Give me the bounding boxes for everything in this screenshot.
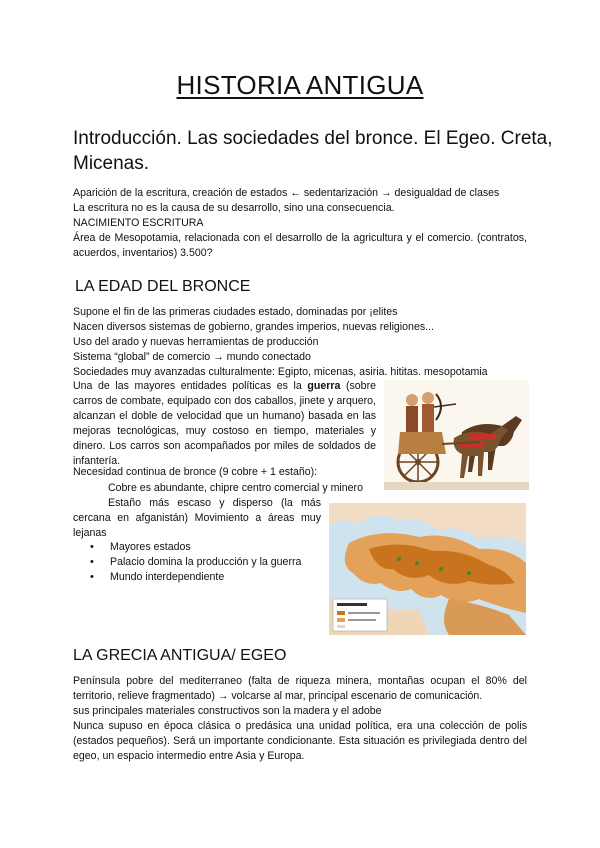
intro-block	[73, 186, 533, 231]
section-heading-greece: LA GRECIA ANTIGUA/ EGEO	[73, 647, 287, 664]
greece-paragraph-3: Nunca supuso en época clásica o predásica una unidad política, era una colección de polis (estados pequeños). Será un importante condicionante. Esta situación es privilegiada dentro del egeo, un espacio intermedio entre Asia y Europa.	[73, 720, 527, 762]
intro-paragraph: Área de Mesopotamia, relacionada con el desarrollo de la agricultura y el comercio. (contratos, acuerdos, inventarios) 3.500?	[73, 232, 527, 259]
bullet-item: • Mayores estados	[74, 540, 334, 555]
bronze-need-line: Necesidad continua de bronce (9 cobre + 1 estaño):	[73, 466, 318, 478]
chariot-illustration	[384, 380, 529, 490]
bronze-bullets	[74, 540, 334, 585]
copper-line: Cobre es abundante, chipre centro comercial y minero	[108, 482, 363, 494]
bronze-age-map	[329, 503, 526, 635]
war-text-after: (sobre carros de combate, equipado con dos caballos, jinete y arquero, alcanzan el doble de velocidad que un humano) basada en las mejoras tecnológicas, muy costoso en tiempo, materiales y dinero. Los carros son acompañados por miles de soldados de infantería.	[73, 380, 376, 467]
war-keyword: guerra	[307, 380, 341, 392]
bullet-item: • Mundo interdependiente	[74, 570, 334, 585]
intro-line: La escritura no es la causa de su desarrollo, sino una consecuencia.	[73, 201, 395, 214]
section-heading-bronze: LA EDAD DEL BRONCE	[75, 278, 251, 295]
bronze-line: Nacen diversos sistemas de gobierno, grandes imperios, nuevas religiones...	[73, 320, 434, 333]
bronze-line: Supone el fin de las primeras ciudades estado, dominadas por ¡elites	[73, 306, 398, 318]
document-title: HISTORIA ANTIGUA	[176, 70, 424, 100]
bullet-item: • Palacio domina la producción y la guerra	[74, 555, 334, 570]
bronze-line: Uso del arado y nuevas herramientas de producción	[73, 335, 319, 348]
chariot-image	[384, 380, 529, 490]
document-subtitle: Introducción. Las sociedades del bronce. El Egeo. Creta, Micenas.	[73, 128, 553, 174]
map-image	[329, 503, 526, 635]
tin-paragraph: Estaño más escaso y disperso (la más cercana en afganistán) Movimiento a áreas muy lejanas	[73, 497, 321, 539]
intro-line: Aparición de la escritura, creación de estados ← sedentarización → desigualdad de clases	[73, 187, 500, 199]
war-paragraph	[73, 379, 376, 468]
bronze-line: Sistema “global” de comercio → mundo conectado	[73, 350, 311, 363]
bronze-line: Sociedades muy avanzadas culturalmente: Egipto, micenas, asiria. hititas. mesopotamia	[73, 365, 488, 378]
intro-line: NACIMIENTO ESCRITURA	[73, 216, 204, 229]
greece-line-2: sus principales materiales constructivos son la madera y el adobe	[73, 705, 382, 717]
war-text-before: Una de las mayores entidades políticas es la	[73, 380, 308, 392]
bronze-list	[73, 305, 533, 380]
greece-paragraph-1: Península pobre del mediterraneo (falta de riqueza minera, montañas ocupan el 80% del territorio, relieve fragmentado) → volcarse al mar, principal escenario de comunicación.	[73, 675, 527, 702]
